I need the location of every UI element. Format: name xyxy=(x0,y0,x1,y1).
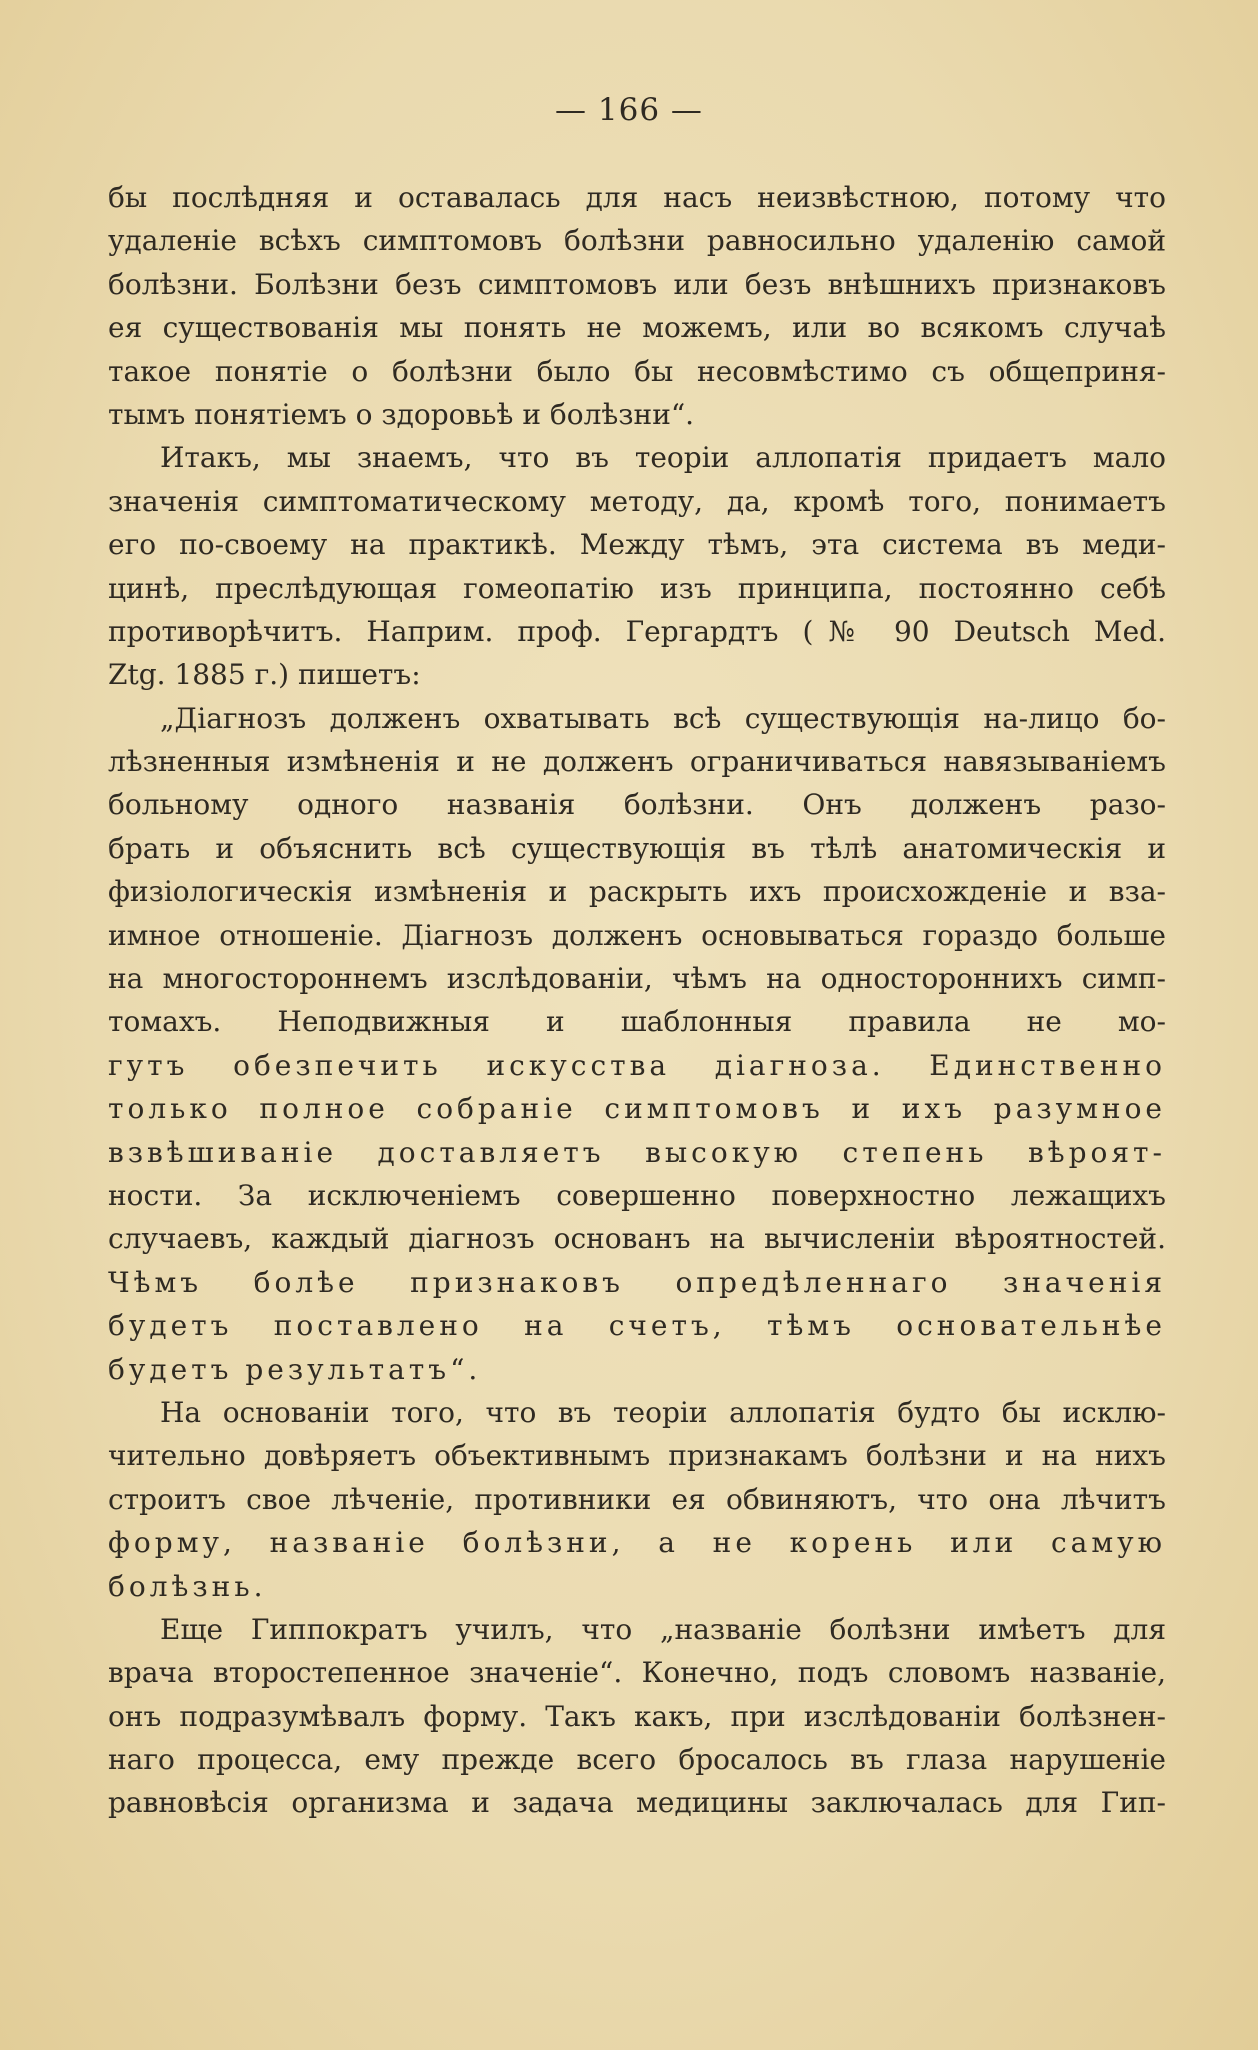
text-line: томахъ. Неподвижныя и шаблонныя правила не мо- xyxy=(108,1005,1166,1039)
text-line: брать и объяснить всѣ существующія въ тѣлѣ анатомическія и xyxy=(108,831,1166,865)
text-line: цинѣ, преслѣдующая гомеопатію изъ принципа, постоянно себѣ xyxy=(108,571,1166,605)
body-text xyxy=(108,176,1166,1825)
text-line: онъ подразумѣвалъ форму. Такъ какъ, при изслѣдованіи болѣзнен- xyxy=(108,1699,1166,1733)
text-line: взвѣшиваніе доставляетъ высокую степень вѣроят- xyxy=(108,1135,1166,1169)
text-line: Еще Гиппократъ училъ, что „названіе болѣзни имѣетъ для xyxy=(160,1612,1166,1646)
text-line: больному одного названія болѣзни. Онъ долженъ разо- xyxy=(108,788,1166,822)
text-line: болѣзнь. xyxy=(108,1569,267,1603)
text-line: значенія симптоматическому методу, да, кромѣ того, понимаетъ xyxy=(108,484,1166,518)
text-line: удаленіе всѣхъ симптомовъ болѣзни равносильно удаленію самой xyxy=(108,224,1166,258)
text-line: случаевъ, каждый діагнозъ основанъ на вычисленіи вѣроятностей. xyxy=(108,1222,1166,1256)
text-line: имное отношеніе. Діагнозъ долженъ основываться гораздо больше xyxy=(108,918,1166,952)
text-line: на многостороннемъ изслѣдованіи, чѣмъ на одностороннихъ симп- xyxy=(108,962,1166,996)
text-line: Ztg. 1885 г.) пишетъ: xyxy=(108,658,421,692)
text-line: его по-своему на практикѣ. Между тѣмъ, эта система въ меди- xyxy=(108,528,1166,562)
text-line: болѣзни. Болѣзни безъ симптомовъ или безъ внѣшнихъ признаковъ xyxy=(108,267,1166,301)
text-line: ности. За исключеніемъ совершенно поверхностно лежащихъ xyxy=(108,1178,1166,1212)
text-line: бы послѣдняя и оставалась для насъ неизвѣстною, потому что xyxy=(108,181,1166,214)
text-line: будетъ поставлено на счетъ, тѣмъ основательнѣе xyxy=(108,1309,1166,1343)
text-line: ея существованія мы понять не можемъ, или во всякомъ случаѣ xyxy=(108,311,1166,345)
text-line: строитъ свое лѣченіе, противники ея обвиняютъ, что она лѣчитъ xyxy=(108,1482,1166,1516)
text-line: такое понятіе о болѣзни было бы несовмѣстимо съ общеприня- xyxy=(108,354,1166,388)
page-number: — 166 — xyxy=(555,92,703,128)
text-line: Чѣмъ болѣе признаковъ опредѣленнаго значенія xyxy=(108,1265,1166,1299)
text-line: На основаніи того, что въ теоріи аллопатія будто бы исклю- xyxy=(160,1395,1166,1429)
text-line: лѣзненныя измѣненія и не долженъ ограничиваться навязываніемъ xyxy=(108,745,1166,779)
text-line: физіологическія измѣненія и раскрыть ихъ происхожденіе и вза- xyxy=(108,875,1166,909)
text-line: наго процесса, ему прежде всего бросалось въ глаза нарушеніе xyxy=(108,1743,1166,1777)
text-line: только полное собраніе симптомовъ и ихъ разумное xyxy=(108,1092,1166,1126)
text-line: чительно довѣряетъ объективнымъ признакамъ болѣзни и на нихъ xyxy=(108,1439,1166,1473)
text-line: врача второстепенное значеніе“. Конечно, подъ словомъ названіе, xyxy=(108,1656,1166,1690)
text-line: противорѣчитъ. Наприм. проф. Гергардтъ (№ 90 Deutsch Med. xyxy=(108,614,1166,648)
text-line: тымъ понятіемъ о здоровьѣ и болѣзни“. xyxy=(108,397,695,431)
text-line: равновѣсія организма и задача медицины заключалась для Гип- xyxy=(108,1786,1166,1820)
text-line: Итакъ, мы знаемъ, что въ теоріи аллопатія придаетъ мало xyxy=(160,441,1166,475)
text-line: гутъ обезпечить искусства діагноза. Единственно xyxy=(108,1048,1166,1082)
text-line: форму, названіе болѣзни, а не корень или самую xyxy=(108,1526,1166,1560)
text-line: будетъ результатъ“. xyxy=(108,1352,482,1386)
text-line: „Діагнозъ долженъ охватывать всѣ существующія на-лицо бо- xyxy=(160,701,1166,735)
